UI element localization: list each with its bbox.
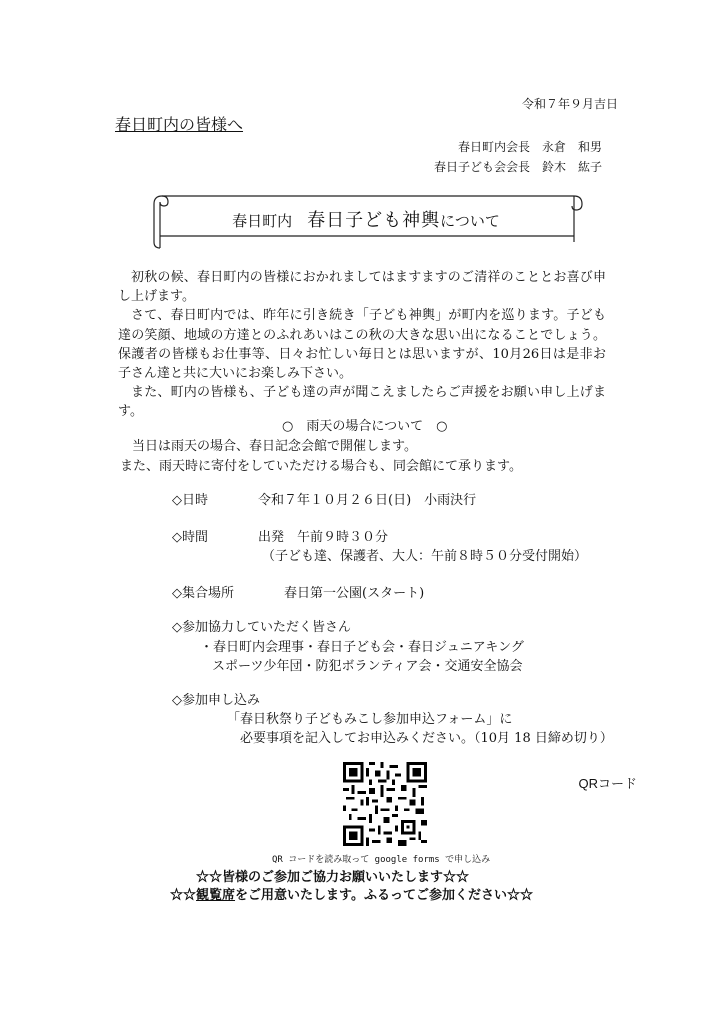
rain-section-title: ○ 雨天の場合について ○ — [282, 419, 448, 434]
qr-caption: QR コードを読み取って google forms で申し込み — [272, 855, 491, 865]
paragraph-request: また、町内の皆様も、子ども達の声が聞こえましたらご声援をお願い申し上げます。 — [118, 385, 606, 420]
datetime-value: 令和７年１０月２６日(日) 小雨決行 — [258, 493, 477, 508]
apply-line-1: 「春日秋祭り子どもみこし参加申込フォーム」に — [227, 712, 513, 727]
closing-line-1: ☆☆皆様のご参加ご協力お願いいたします☆☆ — [196, 870, 470, 885]
title-prefix: 春日町内 — [232, 212, 293, 230]
sender-name: 鈴木 紘子 — [542, 160, 603, 174]
title-banner — [146, 192, 586, 250]
sender-2 — [434, 158, 602, 175]
place-label: ◇集合場所 — [172, 586, 234, 601]
sender-1 — [458, 138, 602, 155]
rain-line-2: また、雨天時に寄付をしていただける場合も、同会館にて承ります。 — [120, 459, 522, 474]
rain-line-1: 当日は雨天の場合、春日記念会館で開催します。 — [132, 439, 417, 454]
qr-code-icon[interactable] — [343, 762, 427, 846]
datetime-label: ◇日時 — [172, 493, 208, 508]
paragraph-announcement: さて、春日町内では、昨年に引き続き「子ども神輿」が町内を巡ります。子ども達の笑顔、地域の方達とのふれあいはこの秋の大きな思い出になることでしょう。保護者の皆様もお仕事等、日々お忙しい毎日とは思いますが、10月26日は是非お子さん達と共に大いにお楽しみ下さい。 — [118, 308, 606, 382]
closing-line-2-rest: をご用意いたします。ふるってご参加ください☆☆ — [235, 888, 533, 903]
apply-line-2: 必要事項を記入してお申込みください。（10月 18 日締め切り） — [240, 731, 613, 746]
document-date: 令和７年９月吉日 — [521, 97, 618, 111]
time-label: ◇時間 — [172, 530, 208, 545]
closing-line-2 — [170, 884, 533, 903]
apply-label: ◇参加申し込み — [172, 693, 260, 708]
closing-line-2-underlined: 観覧席 — [196, 888, 236, 903]
closing-line-2-prefix: ☆☆ — [170, 888, 197, 903]
time-value: 出発 午前９時３０分 — [258, 530, 389, 545]
time-note: （子ども達、保護者、大人：午前８時５０分受付開始） — [262, 549, 588, 564]
cooperators-label: ◇参加協力していただく皆さん — [172, 620, 351, 635]
sender-name: 永倉 和男 — [542, 140, 603, 154]
paragraph-greeting: 初秋の候、春日町内の皆様におかれましてはますますのご清祥のこととお喜び申し上げます。 — [118, 270, 606, 305]
qr-code-label: QRコード — [578, 776, 637, 791]
title-main: 春日子ども神輿 — [307, 210, 441, 231]
place-value: 春日第一公園(スタート) — [284, 586, 425, 601]
sender-role: 春日子ども会会長 — [434, 160, 531, 174]
document-title — [146, 206, 586, 232]
cooperators-line-2: スポーツ少年団・防犯ボランティア会・交通安全協会 — [212, 659, 523, 674]
addressee: 春日町内の皆様へ — [115, 115, 244, 134]
letter-body — [118, 268, 606, 422]
sender-role: 春日町内会長 — [458, 140, 531, 154]
cooperators-line-1: ・春日町内会理事・春日子ども会・春日ジュニアキング — [200, 640, 524, 655]
title-suffix: について — [440, 212, 500, 230]
